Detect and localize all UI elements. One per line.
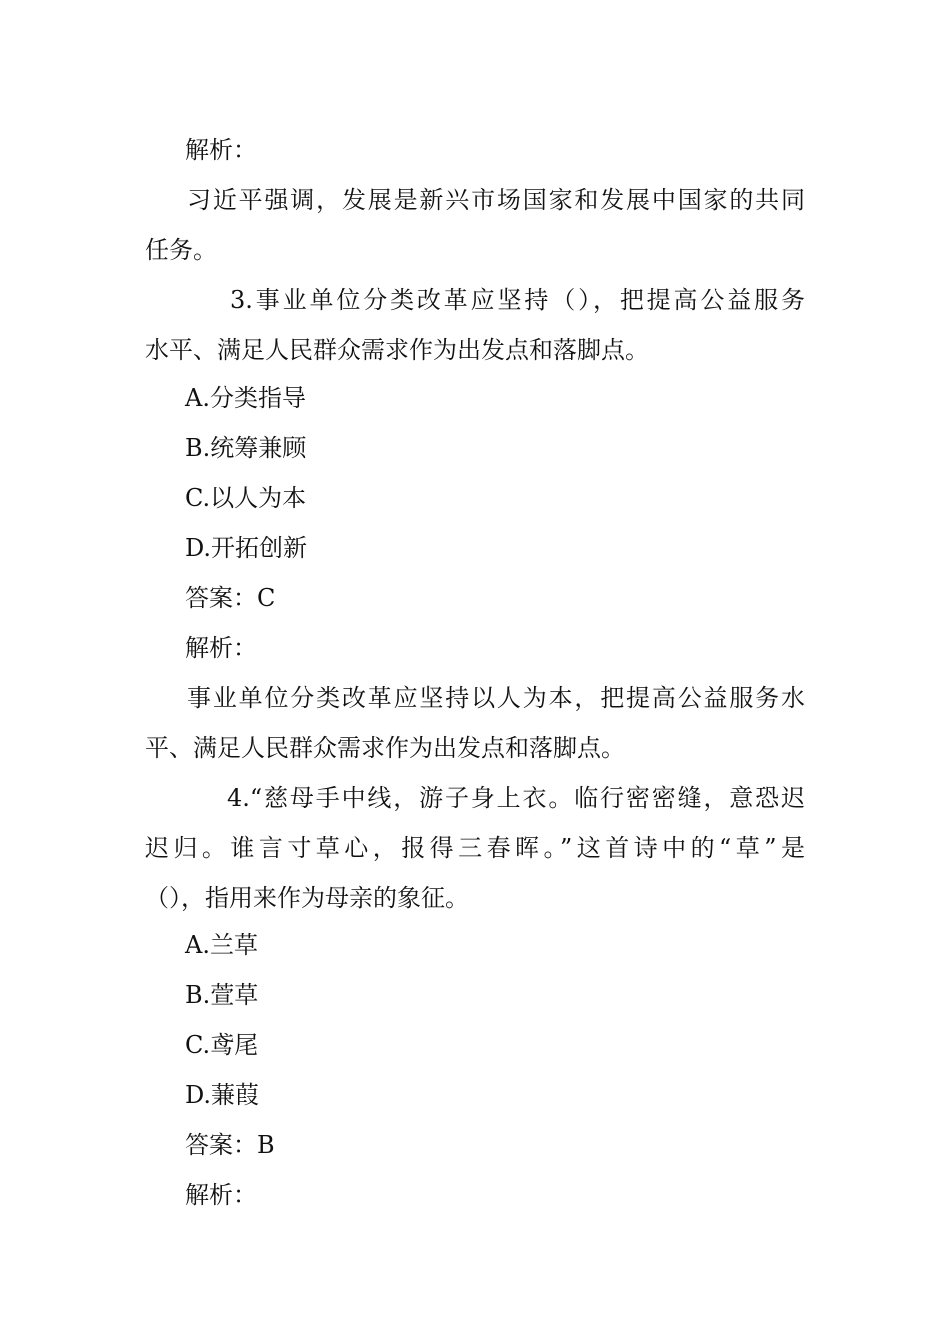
analysis-text-line: 习近平强调，发展是新兴市场国家和发展中国家的共同 bbox=[187, 186, 805, 214]
analysis-label: 解析： bbox=[185, 634, 257, 662]
question-3-option-d: D.开拓创新 bbox=[185, 534, 308, 562]
question-stem-line: 水平、满足人民群众需求作为出发点和落脚点。 bbox=[145, 336, 649, 364]
analysis-text-line: 平、满足人民群众需求作为出发点和落脚点。 bbox=[145, 734, 625, 762]
question-4-option-a: A.兰草 bbox=[185, 931, 258, 959]
question-stem-line: 3.事业单位分类改革应坚持（），把提高公益服务 bbox=[230, 286, 805, 314]
question-stem-line: （），指用来作为母亲的象征。 bbox=[145, 884, 469, 912]
question-4-answer: 答案：B bbox=[185, 1131, 275, 1159]
question-3-answer: 答案：C bbox=[185, 584, 276, 612]
question-4-option-b: B.萱草 bbox=[185, 981, 259, 1009]
question-3-stem bbox=[145, 275, 805, 375]
analysis-text-line: 事业单位分类改革应坚持以人为本，把提高公益服务水 bbox=[187, 684, 805, 712]
question-3-option-c: C.以人为本 bbox=[185, 484, 307, 512]
analysis-label: 解析： bbox=[185, 1181, 257, 1209]
analysis-label: 解析： bbox=[185, 136, 257, 164]
question-4-option-c: C.鸢尾 bbox=[185, 1031, 259, 1059]
question-4-stem bbox=[145, 773, 805, 923]
question-3-option-b: B.统筹兼顾 bbox=[185, 434, 307, 462]
question-3-option-a: A.分类指导 bbox=[185, 384, 306, 412]
analysis-paragraph bbox=[145, 175, 805, 275]
question-stem-line: 迟归。谁言寸草心，报得三春晖。”这首诗中的“草”是 bbox=[145, 834, 805, 862]
analysis-text-line: 任务。 bbox=[145, 236, 217, 264]
question-stem-line: 4.“慈母手中线，游子身上衣。临行密密缝，意恐迟 bbox=[227, 784, 805, 812]
analysis-paragraph bbox=[145, 673, 805, 773]
question-4-option-d: D.蒹葭 bbox=[185, 1081, 260, 1109]
